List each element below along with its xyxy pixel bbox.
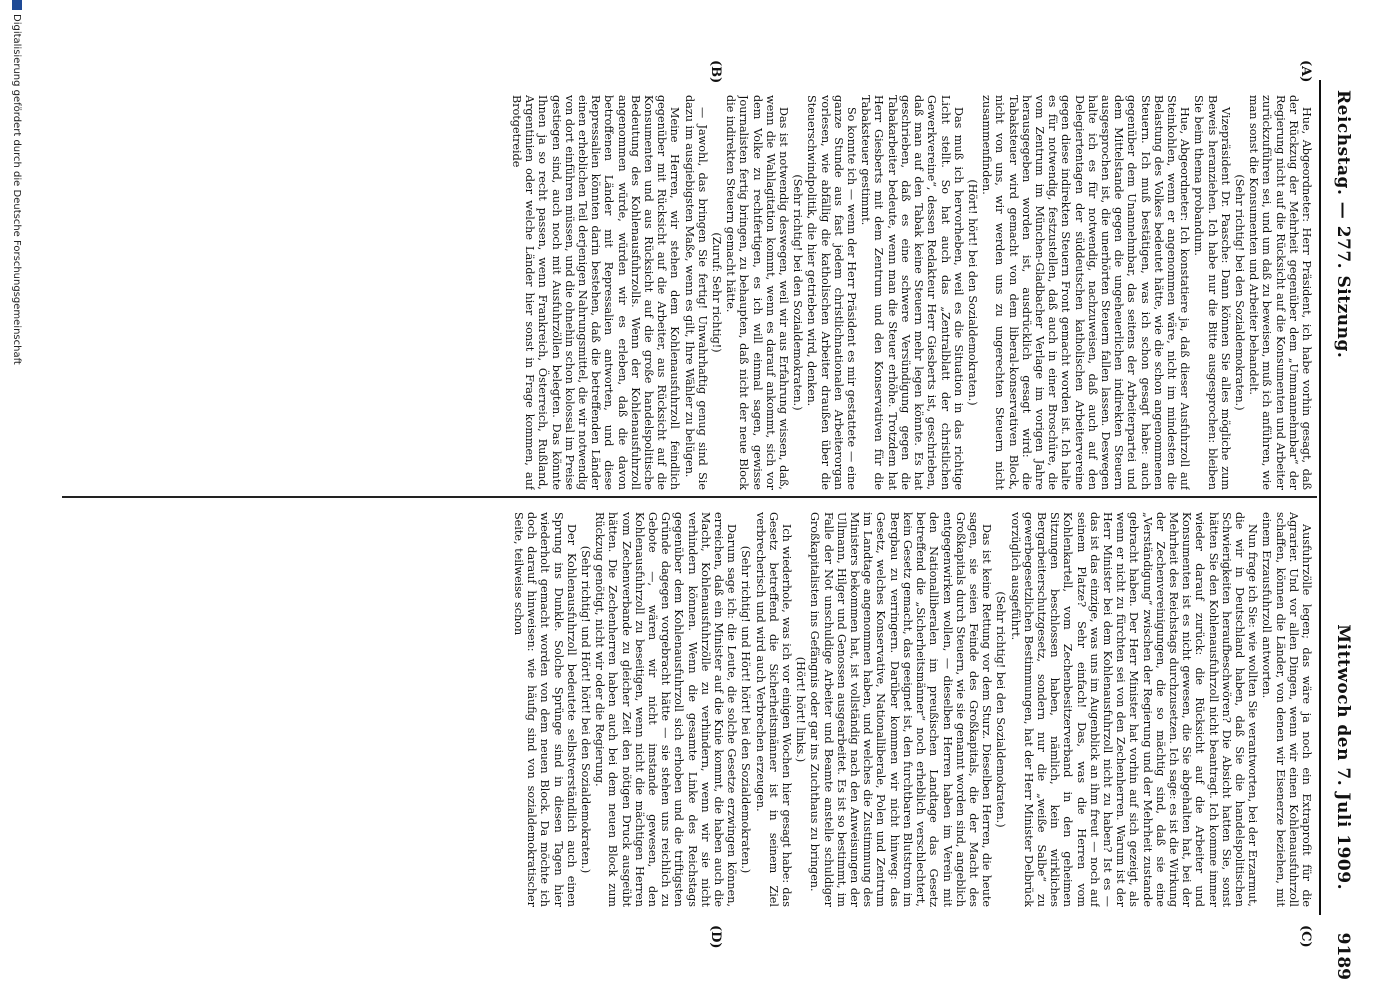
- page-footer: [8, 0, 22, 1000]
- margin-mark-c: (C): [1298, 925, 1313, 948]
- interjection: (Sehr richtig! bei den Sozialdemokraten.): [791, 174, 805, 411]
- margin-mark-b: (B): [708, 60, 723, 84]
- paragraph: Das ist keine Rettung vor dem Sturz. Dieselben Herren, die heute sagen, sie seien Feinde des Großkapitals, die der Macht des Großkapitals durch Steuern, wie sie genannt worden sind, angeblich entgegenwirken wollen, — dieselben Herren haben im Verein mit den Nationalliberalen im preußischen Landtage das Gesetz betreffend die „Sicherheitsmänner“ noch erheblich verschlechtert, kein Gesetz gemacht, das geeignet ist, den furchtbaren Blutstrom im Bergbau zu verringern. Darüber kommen wir nicht hinweg: das Gesetz, welches Konservative, Nationalliberale, Polen und Zentrum im Landtage angenommen haben, und welches die Zustimmung des Ministers bekommen hat, ist vollständig nach den Anweisungen der Ullmann, Hilger und Genossen ausgearbeitet. Es ist so bestimmt, im Falle der Not unschuldige Arbeiter und Beamte anstelle schuldiger Großkapitalisten ins Gefängnis oder gar ins Zuchthaus zu bringen.: [808, 512, 994, 907]
- paragraph: Meine Herren, wir stehen dem Kohlenausfuhrzoll feindlich gegenüber mit Rücksicht auf die Arbeiter, aus Rücksicht auf die Konsumenten und aus Rücksicht auf die große handelspolitische Bedeutung des Kohlenausfuhrzolls. Wenn der Kohlenausfuhrzoll angenommen würde, würden wir es erleben, daß die davon betroffenen Länder mit Repressalien antworten, und diese Repressalien könnten darin bestehen, daß die betreffenden Länder einen erheblichen Teil derjenigen Nahrungsmittel, die wir notwendig von dort einführen müssen, und die ohnehin schon kolossal im Preise gestiegen sind, auch noch mit Ausfuhrzöllen belegten. Das könnte Ihnen ja so recht passen, wenn Frankreich, Österreich, Rußland, Argentinien oder welche Länder hier sonst in Frage kommen, auf Brotgetreide: [510, 95, 682, 490]
- paragraph: Das ist notwendig deswegen, weil wir aus Erfahrung wissen, daß, wenn die Wahlagitation kommt, wenn es darauf ankommt, sich vor dem Volke zu rechtfertigen, es ich will einmal sagen, gewisse Journalisten fertig bringen, zu behaupten, daß nicht der neue Block die indirekten Steuern gemacht hätte.: [724, 95, 791, 490]
- paragraph: Nun frage ich Sie: wie wollten Sie verantworten, bei der Erzarmut, die wir in Deutschland haben, daß Sie die handelspolitischen Schwierigkeiten heraufbeschwören? Die Absicht hatten Sie, sonst hätten Sie den Kohlenausfuhrzoll nicht beantragt. Ich komme immer wieder darauf zurück: die Rücksicht auf die Arbeiter und Konsumenten ist es nicht gewesen, die Sie abgehalten hat, bei der Mehrheit des Reichstags durchzusetzen. Ich sage: es ist die Wirkung der Zechenvereinigungen, die so mächtig sind, daß sie eine „Verständigung“ zwischen der Regierung und der Mehrheit zustande gebracht haben. Der Herr Minister hat vorhin auf sich gezeigt, als wenn er nicht zu fürchten sei von den Zechenherren. Warum ist der Herr Minister bei dem Kohlenausfuhrzoll nicht zu haben? Ist es — das ist das einzige, was uns im Augenblick an ihm freut — noch auf seinem Platze? Sehr einfach! Das, was die Herren vom Kohlenkartell, vom Zechenbesitzerverband in den geheimen Sitzungen beschlossen haben, nämlich, kein wirkliches Bergarbeiterschutzgesetz, sondern nur die „weiße Salbe“ zu gewerbegesetzlichen Bestimmungen, hat der Herr Minister Delbrück vorzüglich ausgeführt.: [1008, 512, 1260, 907]
- paragraph: Hue, Abgeordneter: Ich konstatiere ja, daß dieser Ausfuhrzoll auf Steinkohlen, wenn er angenommen wäre, nicht im mindesten die Belastung des Volkes bedeutet hätte, wie die schon angenommenen Steuern. Ich muß bestätigen, was ich schon gesagt habe: auch gegenüber dem Unannehmbar, das seitens der Arbeiterpartei und dem Mittelstande gegen die ungeheuerlichen indirekten Steuern ausgesprochen ist, die unerhörten Steuern fallen lassen. Deswegen halte ich es für notwendig, nachzuweisen, daß auch auf den Delegiertentagen der süddeutschen katholischen Arbeitervereine gegen diese indirekten Steuern Front gemacht worden ist. Ich halte es für notwendig, festzustellen, daß auch in einer Broschüre, die vom Zentrum im München-Gladbacher Verlage im vorigen Jahre herausgegeben worden ist, ausdrücklich gesagt wird: die Tabaksteuer wird gemacht von dem liberal-konservativen Block, nicht von uns, wir werden uns zu ungerechten Steuern nicht zusammenfinden.: [980, 95, 1192, 490]
- column-divider: [62, 496, 1317, 498]
- page-header: [1325, 0, 1353, 1000]
- interjection: (Hört! hört! links.): [794, 656, 808, 763]
- header-rule: [1319, 80, 1321, 915]
- page-number: 9189: [1333, 932, 1353, 980]
- header-title-left: Reichstag. — 277. Sitzung.: [1333, 90, 1353, 359]
- paragraph: Ich wiederhole, was ich vor einigen Wochen hier gesagt habe: das Gesetz betreffend die Sicherheitsmänner ist in seinem Ziel verbrecherisch und wird auch Verbrechen erzeugen.: [753, 512, 794, 907]
- paragraph: Ausfuhrzölle legen; das wäre ja noch ein Extraprofit für die Agrarier. Und vor allen Dingen, wenn wir einen Kohlenausfuhrzoll schaffen, können die Länder, von denen wir Eisenerze beziehen, mit einem Erzausfuhrzoll antworten.: [1260, 512, 1313, 907]
- paragraph: Darum sage ich: die Leute, die solche Gesetze erzwingen können, erreichen, daß ein Minister auf die Knie kommt, die haben auch die Macht, Kohlenausfuhrzölle zu verhindern, wenn wir sie nicht verhindern können. Wenn die gesamte Linke des Reichstags gegenüber dem Kohlenausfuhrzoll sich erhoben und die triftigsten Gründe dagegen vorgebracht hätte — sie stehen uns reichlich zu Gebote —, wären wir nicht imstande gewesen, den Kohlenausfuhrzoll zu beseitigen, wenn nicht die mächtigen Herren vom Zechenverbande zu gleicher Zeit den nötigen Druck ausgeübt hätten. Die Zechenherren haben auch bei dem neuen Block zum Rückzug genötigt, nicht wir oder die Regierung.: [593, 512, 739, 907]
- text-column-left: [68, 95, 1313, 490]
- margin-mark-d: (D): [708, 925, 723, 949]
- interjection: (Hört! hört! bei den Sozialdemokraten.): [965, 179, 979, 406]
- digitization-credit: Digitalisierung gefördert durch die Deutsche Forschungsgemeinschaft: [11, 14, 22, 365]
- interjection: (Sehr richtig! und Hört! hört! bei den Sozialdemokraten.): [739, 545, 753, 874]
- dfg-logo: [12, 0, 22, 10]
- paragraph: Der Kohlenausfuhrzoll bedeutete selbstverständlich auch einen Sprung ins Dunkle. Solche Sprünge sind in diesen Tagen hier wiederholt gemacht worden von dem neuen Block. Da möchte ich doch darauf hinweisen: wie häufig sind von sozialdemokratischer Seite, teilweise schon: [512, 512, 578, 907]
- paragraph: Hue, Abgeordneter: Herr Präsident, ich habe vorhin gesagt, daß der Rückzug der Mehrheit gegenüber dem „Ummannehmbar“ der Regierung nicht auf die Rücksicht auf die Konsumenten und Arbeiter zurückzuführen sei, und um daß zu beweisen, muß ich anführen, wie man sonst die Konsumenten und Arbeiter behandelt.: [1247, 95, 1313, 490]
- interjection: (Zuruf: Sehr richtig!): [710, 232, 724, 353]
- interjection: (Sehr richtig! und Hört! hört! bei den Sozialdemokraten.): [579, 545, 593, 874]
- paragraph: — Jawohl, das bringen Sie fertig! Unwahrhaftig genug sind Sie dazu im ausgiebigsten Maße, wenn es gilt, Ihre Wähler zu belügen.: [682, 95, 709, 490]
- paragraph: So konnte ich — wenn der Herr Präsident es mir gestattete — eine ganze Stunde aus fast jedem christlichnationalen Arbeiterorgan vorlesen, wie abfällig die katholischen Arbeiter draußen über die Steuerschwindpolitik, die hier getrieben wird, denken.: [805, 95, 859, 490]
- paragraph: Das muß ich hervorheben, weil es die Situation in das richtige Licht stellt. So hat auch das „Zentralblatt der christlichen Gewerkvereine“, dessen Redakteur Herr Giesberts ist, geschrieben, daß man auf den Tabak keine Steuern mehr legen könnte. Es hat geschrieben, daß es eine schwere Versündigung gegen die Tabakarbeiter bedeute, wenn man die Steuer erhöhe. Trotzdem hat Herr Giesberts mit dem Zentrum und den Konservativen für die Tabaksteuer gestimmt.: [859, 95, 965, 490]
- margin-mark-a: (A): [1298, 60, 1313, 83]
- text-column-right: [68, 512, 1313, 907]
- interjection: (Sehr richtig! bei den Sozialdemokraten.): [994, 591, 1008, 828]
- paragraph: Vizepräsident Dr. Paasche: Dann können Sie alles mögliche zum Beweis heranziehen. Ich habe nur die Bitte ausgesprochen: bleiben Sie beim thema probandum.: [1192, 95, 1232, 490]
- interjection: (Sehr richtig! bei den Sozialdemokraten.): [1232, 174, 1246, 411]
- header-title-right: Mittwoch den 7. Juli 1909.: [1333, 624, 1353, 890]
